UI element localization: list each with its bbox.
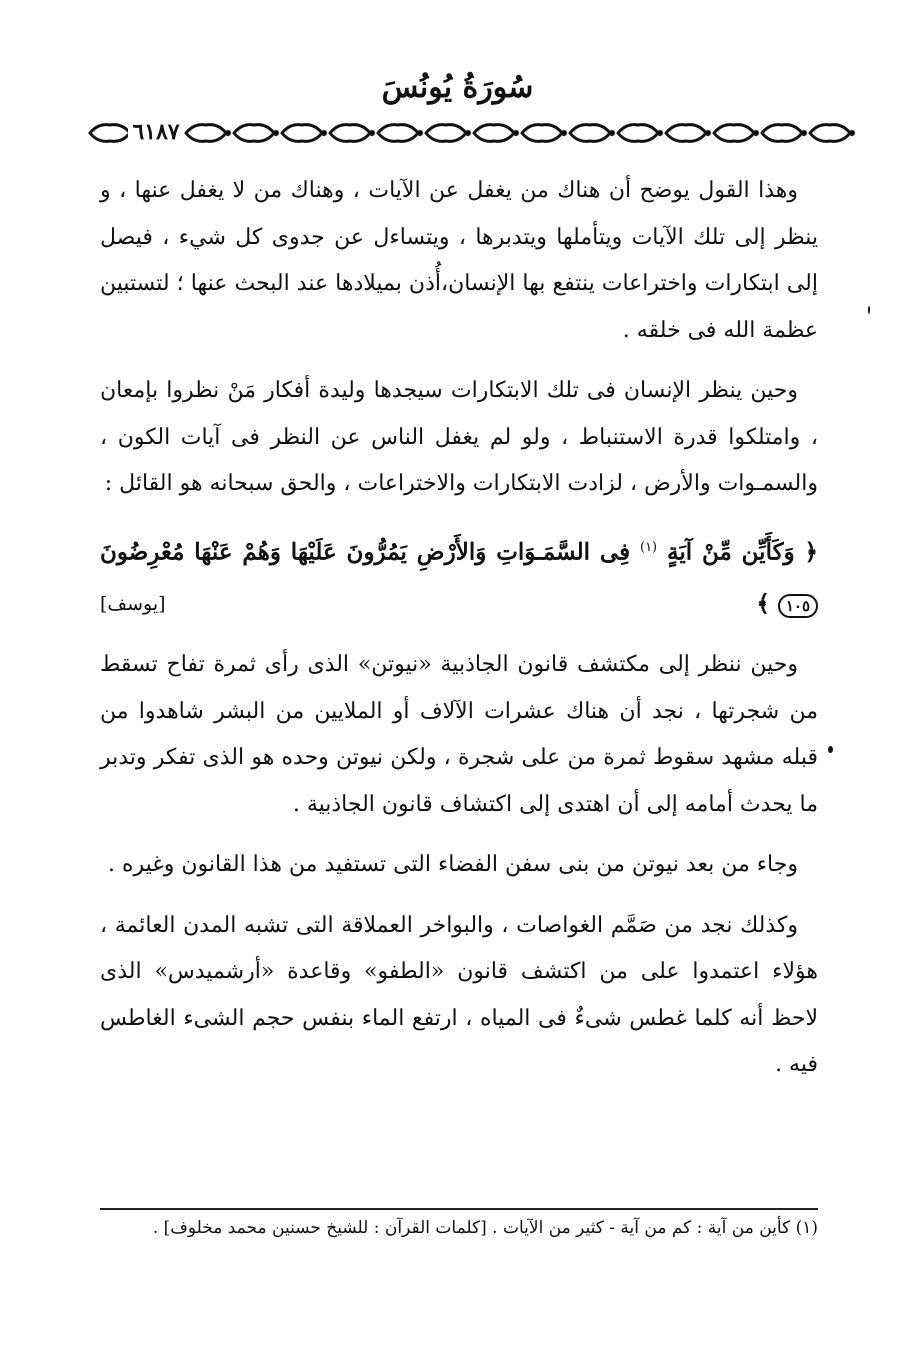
ornament-dot <box>657 130 663 136</box>
verse-close-bracket: ﴾ <box>756 590 770 618</box>
paragraph: وحين ننظر إلى مكتشف قانون الجاذبية «نيوتن» الذى رأى ثمرة تفاح تسقط من شجرتها ، نجد أن هناك عشرات الآلاف أو الملايين من البشر شاهدوا من قبله مشهد سقوط ثمرة من على شجرة ، ولكن نيوتن وحده هو الذى تفكر وتدبر ما يحدث أمامه إلى أن اهتدى إلى اكتشاف قانون الجاذبية . <box>100 652 818 817</box>
verse-footnote-mark: (١) <box>639 539 658 555</box>
ornament-dot <box>273 130 279 136</box>
footnote: (١) كأين من آية : كم من آية - كثير من الآيات . [كلمات القرآن : للشيخ حسنين محمد مخلوف] . <box>152 1218 818 1238</box>
paragraph: وجاء من بعد نيوتن من بنى سفن الفضاء التى تستفيد من هذا القانون وغيره . <box>107 852 798 878</box>
page-number: ٦١٨٧ <box>128 118 184 146</box>
margin-mark <box>828 746 833 753</box>
ornament-dot <box>513 130 519 136</box>
ornament-dot <box>369 130 375 136</box>
ornament-link <box>474 125 514 142</box>
ornament-link <box>570 125 610 142</box>
ornament-link <box>426 125 466 142</box>
surah-title: سُورَةُ يُونُسَ <box>381 70 534 105</box>
ornament-dot <box>705 130 711 136</box>
ornament-dot <box>225 130 231 136</box>
ornament-link <box>714 125 754 142</box>
ornament-dot <box>753 130 759 136</box>
verse-text-a: وَكَأَيِّن مِّنْ آيَةٍ <box>667 538 795 566</box>
ornament-dot <box>561 130 567 136</box>
paragraph: وحين ينظر الإنسان فى تلك الابتكارات سيجدها وليدة أفكار مَنْ نظروا بإمعان ، وامتلكوا قدرة الاستنباط ، ولو لم يغفل الناس عن النظر فى آيات الكون ، والسمـوات والأرض ، لزادت الابتكارات والاختراعات ، والحق سبحانه هو القائل : <box>100 378 818 496</box>
margin-mark <box>868 306 870 314</box>
ornament-link <box>762 125 802 142</box>
ornament-link <box>330 125 370 142</box>
paragraph: وهذا القول يوضح أن هناك من يغفل عن الآيات ، وهناك من لا يغفل عنها ، و ينظر إلى تلك الآيات ويتأملها ويتدبرها ، ويتساءل عن جدوى كل شيء ، فيصل إلى ابتكارات واختراعات ينتفع بها الإنسان،أُذن بميلادها عند البحث عنها ؛ لتستبين عظمة الله فى خلقه . <box>100 178 818 343</box>
ornament-link <box>234 125 274 142</box>
ornament-link <box>378 125 418 142</box>
main-text <box>100 168 818 1103</box>
verse-text-b: فِى السَّمَـوَاتِ وَالأَرْضِ يَمُرُّونَ عَلَيْهَا وَهُمْ عَنْهَا مُعْرِضُونَ <box>100 538 631 566</box>
ornament-link <box>90 125 130 142</box>
footnote-divider <box>100 1208 818 1210</box>
ornament-link <box>282 125 322 142</box>
ornament-link <box>666 125 706 142</box>
ornament-dot <box>609 130 615 136</box>
ornament-link <box>618 125 658 142</box>
ornament-dot <box>321 130 327 136</box>
ornament-link <box>522 125 562 142</box>
header-ornament <box>86 120 864 146</box>
ornament-link <box>186 125 226 142</box>
quran-verse <box>100 522 818 631</box>
ornament-dot <box>417 130 423 136</box>
verse-open-bracket: ﴿ <box>804 538 819 566</box>
ornament-link <box>810 125 850 142</box>
paragraph: وكذلك نجد من صَمَّم الغواصات ، والبواخر العملاقة التى تشبه المدن العائمة ، هؤلاء اعتمدوا على من اكتشف قانون «الطفو» وقاعدة «أرشميدس» الذى لاحظ أنه كلما غطس شىءٌ فى المياه ، ارتفع الماء بنفس حجم الشىء الغاطس فيه . <box>100 912 818 1078</box>
ornament-dot <box>465 130 471 136</box>
verse-number: ١٠٥ <box>778 594 818 618</box>
verse-reference: [يوسف] <box>100 593 166 616</box>
ornament-dot <box>849 130 855 136</box>
ornament-dot <box>801 130 807 136</box>
